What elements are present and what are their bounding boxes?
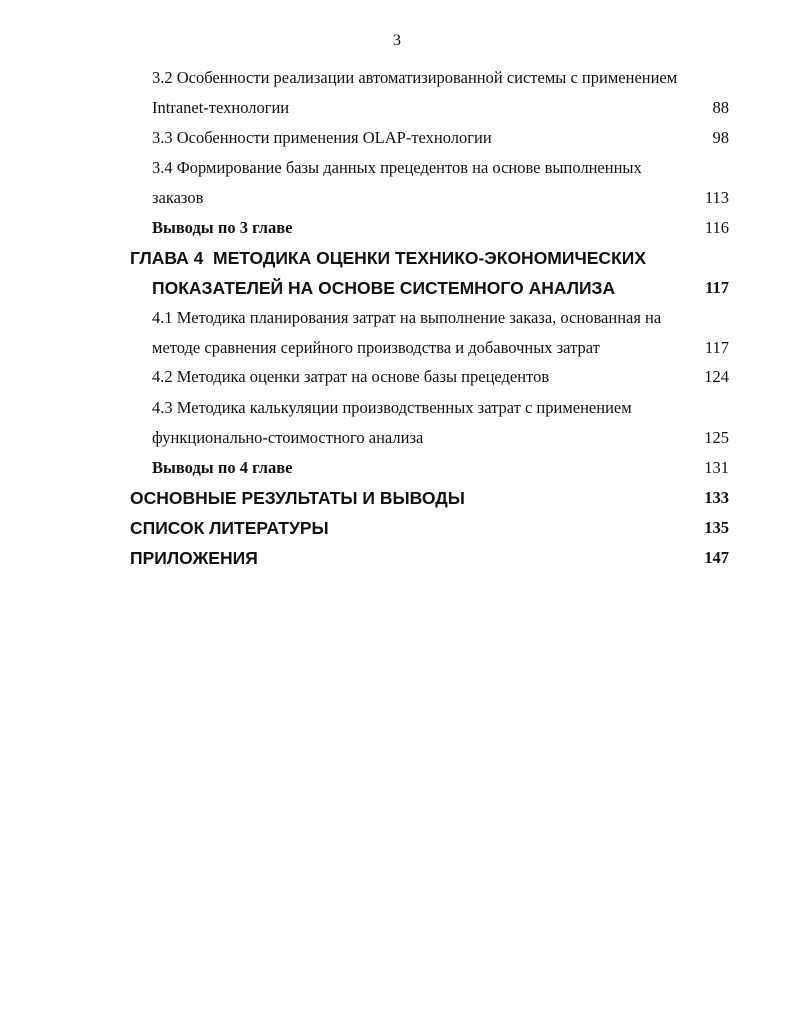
toc-page-results: 133 (704, 488, 729, 507)
toc-entry-references[interactable]: СПИСОК ЛИТЕРАТУРЫ (130, 518, 329, 538)
toc-entry-4-2[interactable]: 4.2 Методика оценки затрат на основе базы прецедентов (152, 367, 550, 386)
toc-entry-3-3[interactable]: 3.3 Особенности применения OLAP-технологии (152, 128, 492, 147)
toc-page-chapter-4: 117 (705, 278, 729, 297)
toc-chapter-4-title-line1[interactable]: МЕТОДИКА ОЦЕНКИ ТЕХНИКО-ЭКОНОМИЧЕСКИХ (213, 248, 646, 268)
toc-entry-3-4-line2[interactable]: заказов (152, 188, 204, 207)
toc-page-3-4: 113 (704, 188, 729, 207)
page-number: 3 (393, 32, 401, 49)
toc-entry-appendices[interactable]: ПРИЛОЖЕНИЯ (130, 548, 258, 568)
toc-page-references: 135 (704, 518, 729, 537)
toc-chapter-4-title-line2[interactable]: ПОКАЗАТЕЛЕЙ НА ОСНОВЕ СИСТЕМНОГО АНАЛИЗА (152, 278, 616, 298)
toc-entry-3-4-line1[interactable]: 3.4 Формирование базы данных прецедентов на основе выполненных (152, 158, 642, 177)
toc-entry-4-1-line1[interactable]: 4.1 Методика планирования затрат на выполнение заказа, основанная на (152, 308, 662, 327)
toc-page-3-3: 98 (712, 128, 729, 147)
toc-entry-conclusions-3[interactable]: Выводы по 3 главе (152, 218, 293, 237)
toc-entry-conclusions-4[interactable]: Выводы по 4 главе (152, 458, 293, 477)
toc-entry-4-3-line1[interactable]: 4.3 Методика калькуляции производственных затрат с применением (152, 398, 632, 417)
toc-page-4-1: 117 (704, 338, 729, 357)
toc-entry-results[interactable]: ОСНОВНЫЕ РЕЗУЛЬТАТЫ И ВЫВОДЫ (130, 488, 465, 508)
toc-page-4-3: 125 (704, 428, 729, 447)
toc-chapter-4-label[interactable]: ГЛАВА 4 (130, 248, 204, 268)
toc-entry-3-2-line2[interactable]: Intranet-технологии (152, 98, 290, 117)
toc-page-conclusions-3: 116 (704, 218, 729, 237)
toc-entry-4-3-line2[interactable]: функционально-стоимостного анализа (152, 428, 424, 447)
toc-page-conclusions-4: 131 (704, 458, 729, 477)
toc-page-appendices: 147 (704, 548, 729, 567)
toc-page-3-2: 88 (712, 98, 729, 117)
toc-page-4-2: 124 (704, 367, 729, 386)
toc-entry-3-2-line1[interactable]: 3.2 Особенности реализации автоматизированной системы с применением (152, 68, 678, 87)
toc-entry-4-1-line2[interactable]: методе сравнения серийного производства и добавочных затрат (152, 338, 600, 357)
